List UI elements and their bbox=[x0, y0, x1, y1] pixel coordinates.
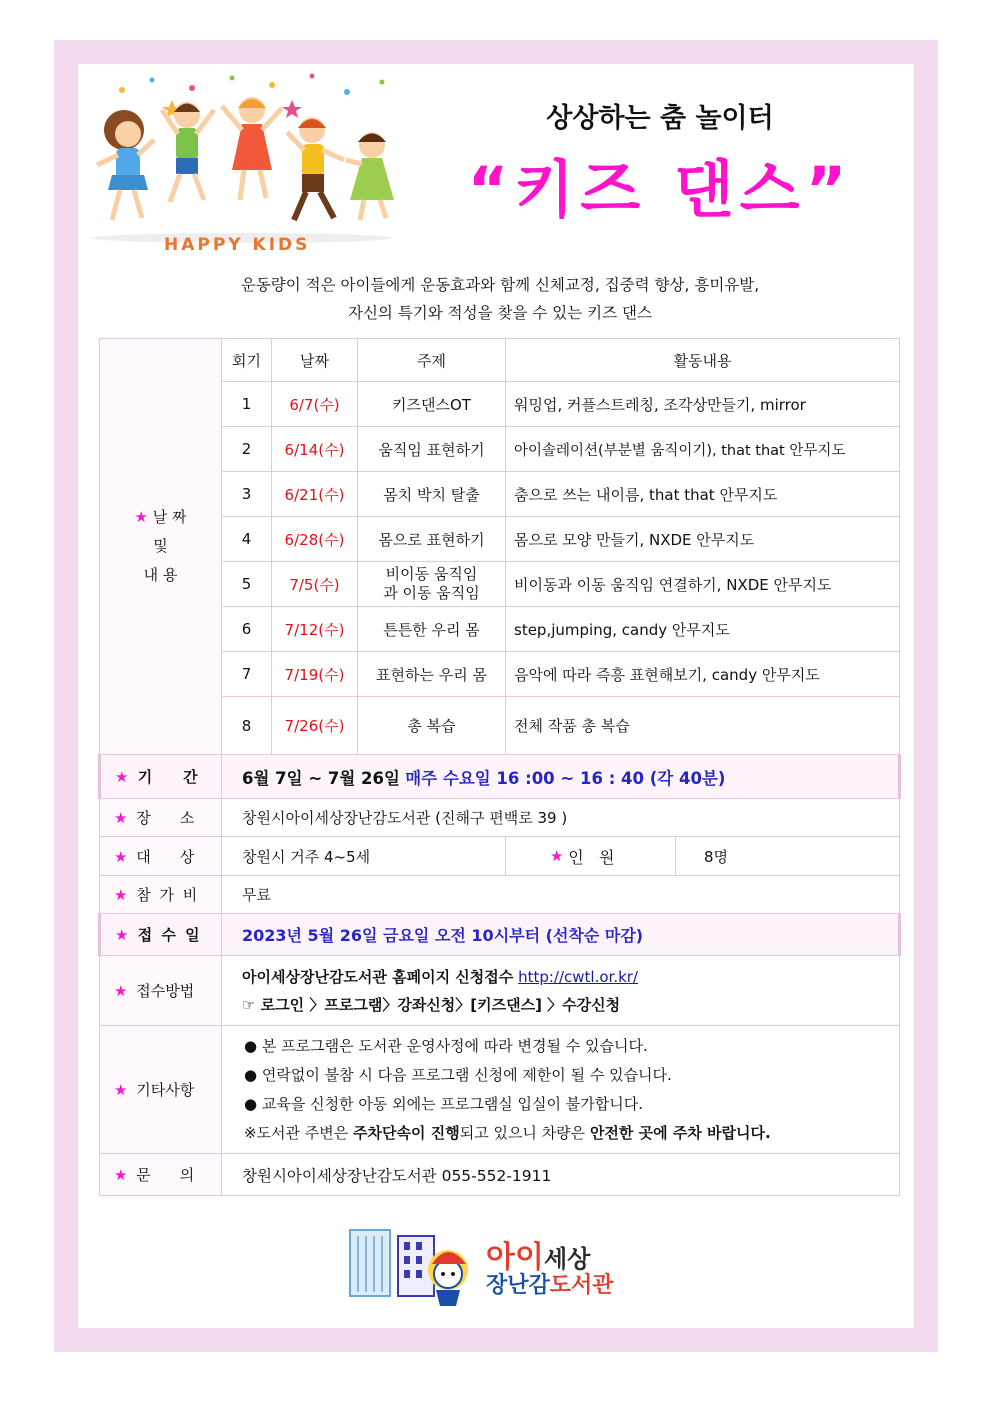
round-cell: 5 bbox=[222, 562, 272, 607]
period-time: 매주 수요일 16 :00 ~ 16 : 40 (각 40분) bbox=[405, 768, 726, 788]
topic-cell: 몸치 박치 탈출 bbox=[358, 472, 506, 517]
header-date: 날짜 bbox=[272, 339, 358, 382]
etc-value bbox=[222, 1026, 900, 1154]
logo-text-doseogwan: 도서관 bbox=[549, 1273, 614, 1298]
target-row bbox=[100, 837, 900, 876]
happy-kids-illustration bbox=[82, 70, 402, 255]
section-label-line-2: 및 bbox=[153, 537, 168, 555]
homepage-link[interactable]: http://cwtl.or.kr/ bbox=[518, 967, 638, 986]
activity-cell: 비이동과 이동 움직임 연결하기, NXDE 안무지도 bbox=[506, 562, 900, 607]
program-title: “키즈 댄스” bbox=[467, 153, 853, 226]
fee-value: 무료 bbox=[222, 876, 900, 914]
library-logo-name-line-2 bbox=[486, 1268, 614, 1299]
reception-value: 2023년 5월 26일 금요일 오전 10시부터 (선착순 마감) bbox=[222, 914, 900, 956]
round-cell: 1 bbox=[222, 382, 272, 427]
date-cell: 6/21(수) bbox=[272, 472, 358, 517]
round-cell: 2 bbox=[222, 427, 272, 472]
parking-notice bbox=[244, 1119, 891, 1148]
date-cell: 7/12(수) bbox=[272, 607, 358, 652]
etc-item-text: 본 프로그램은 도서관 운영사정에 따라 변경될 수 있습니다. bbox=[261, 1036, 648, 1055]
schedule-header-row bbox=[100, 339, 900, 382]
date-cell: 7/19(수) bbox=[272, 652, 358, 697]
etc-item bbox=[244, 1032, 891, 1061]
date-cell: 6/7(수) bbox=[272, 382, 358, 427]
contact-label-text: 문 의 bbox=[136, 1166, 197, 1184]
section-label-line-1: 날 짜 bbox=[152, 508, 187, 526]
program-table bbox=[98, 338, 901, 1196]
logo-text-sesang: 세상 bbox=[543, 1245, 591, 1273]
star-icon: ★ bbox=[115, 768, 131, 786]
program-subtitle: 상상하는 춤 놀이터 bbox=[546, 103, 774, 134]
etc-label-text: 기타사항 bbox=[136, 1081, 195, 1099]
header-topic: 주제 bbox=[358, 339, 506, 382]
capacity-label-text: 인 원 bbox=[568, 847, 615, 867]
activity-cell: 아이솔레이션(부분별 움직이기), that that 안무지도 bbox=[506, 427, 900, 472]
method-value bbox=[222, 956, 900, 1026]
etc-item bbox=[244, 1090, 891, 1119]
fee-row bbox=[100, 876, 900, 914]
topic-cell: 총 복습 bbox=[358, 697, 506, 755]
activity-cell: 워밍업, 커플스트레칭, 조각상만들기, mirror bbox=[506, 382, 900, 427]
contact-value: 창원시아이세상장난감도서관 055-552-1911 bbox=[222, 1154, 900, 1196]
star-icon: ★ bbox=[134, 508, 148, 526]
place-label bbox=[100, 799, 222, 837]
topic-cell: 몸으로 표현하기 bbox=[358, 517, 506, 562]
etc-item bbox=[244, 1061, 891, 1090]
activity-cell: 춤으로 쓰는 내이름, that that 안무지도 bbox=[506, 472, 900, 517]
etc-item-text: 연락없이 불참 시 다음 프로그램 신청에 제한이 될 수 있습니다. bbox=[261, 1065, 672, 1084]
etc-item-text: 교육을 신청한 아동 외에는 프로그램실 입실이 불가합니다. bbox=[261, 1094, 644, 1113]
date-cell: 6/28(수) bbox=[272, 517, 358, 562]
kid-figure-2 bbox=[162, 102, 214, 202]
activity-cell: 전체 작품 총 복습 bbox=[506, 697, 900, 755]
star-icon: ★ bbox=[114, 886, 130, 904]
method-line-1: 아이세상장난감도서관 홈페이지 신청접수 bbox=[242, 967, 514, 986]
activity-cell: 몸으로 모양 만들기, NXDE 안무지도 bbox=[506, 517, 900, 562]
method-row bbox=[100, 956, 900, 1026]
topic-cell: 튼튼한 우리 몸 bbox=[358, 607, 506, 652]
fee-label-text: 참 가 비 bbox=[136, 886, 200, 904]
method-label bbox=[100, 956, 222, 1026]
round-cell: 6 bbox=[222, 607, 272, 652]
header-round: 회기 bbox=[222, 339, 272, 382]
star-icon: ★ bbox=[114, 982, 130, 1000]
bullet-icon: ● bbox=[244, 1036, 258, 1055]
topic-cell: 움직임 표현하기 bbox=[358, 427, 506, 472]
star-icon: ★ bbox=[114, 1081, 130, 1099]
contact-row bbox=[100, 1154, 900, 1196]
topic-cell: 비이동 움직임과 이동 움직임 bbox=[358, 562, 506, 607]
parking-text-c: 되고 있으니 차량은 bbox=[459, 1123, 590, 1142]
kid-figure-4 bbox=[287, 117, 344, 220]
parking-text-d: 안전한 곳에 주차 바랍니다. bbox=[589, 1123, 771, 1142]
topic-cell: 표현하는 우리 몸 bbox=[358, 652, 506, 697]
target-label-text: 대 상 bbox=[136, 847, 197, 866]
star-icon: ★ bbox=[114, 847, 130, 866]
target-label bbox=[100, 837, 222, 876]
capacity-value: 8명 bbox=[704, 847, 729, 866]
date-cell: 7/26(수) bbox=[272, 697, 358, 755]
happy-kids-label: HAPPY KIDS bbox=[164, 235, 311, 255]
period-label bbox=[100, 755, 222, 799]
capacity-label bbox=[506, 837, 676, 875]
star-icon: ★ bbox=[114, 809, 130, 827]
star-icon: ★ bbox=[115, 926, 131, 944]
place-value: 창원시아이세상장난감도서관 (진해구 편백로 39 ) bbox=[222, 799, 900, 837]
kid-figure-3 bbox=[222, 97, 282, 200]
period-value bbox=[222, 755, 900, 799]
target-value: 창원시 거주 4~5세 bbox=[222, 837, 506, 876]
logo-text-jangnangam: 장난감 bbox=[486, 1273, 550, 1298]
method-label-text: 접수방법 bbox=[136, 982, 195, 1000]
star-icon: ★ bbox=[114, 1166, 130, 1184]
contact-label bbox=[100, 1154, 222, 1196]
period-row bbox=[100, 755, 900, 799]
activity-cell: 음악에 따라 즉흥 표현해보기, candy 안무지도 bbox=[506, 652, 900, 697]
date-cell: 7/5(수) bbox=[272, 562, 358, 607]
method-line-2: ☞ 로그인 〉프로그램〉강좌신청〉[키즈댄스] 〉수강신청 bbox=[242, 995, 621, 1014]
parking-text-b: 주차단속이 진행 bbox=[353, 1123, 460, 1142]
place-row bbox=[100, 799, 900, 837]
round-cell: 3 bbox=[222, 472, 272, 517]
kid-figure-5 bbox=[346, 132, 394, 220]
place-label-text: 장 소 bbox=[136, 809, 197, 827]
capacity-cell bbox=[506, 837, 900, 876]
round-cell: 7 bbox=[222, 652, 272, 697]
round-cell: 8 bbox=[222, 697, 272, 755]
schedule-section-label bbox=[100, 339, 222, 755]
reception-label-text: 접 수 일 bbox=[137, 926, 202, 944]
intro-line-2: 자신의 특기와 적성을 찾을 수 있는 키즈 댄스 bbox=[347, 304, 652, 322]
logo-text-ai: 아이 bbox=[486, 1240, 544, 1275]
bullet-icon: ● bbox=[244, 1065, 258, 1084]
etc-row bbox=[100, 1026, 900, 1154]
fee-label bbox=[100, 876, 222, 914]
star-icon: ★ bbox=[550, 847, 564, 865]
bullet-icon: ● bbox=[244, 1094, 258, 1113]
section-label-line-3: 내 용 bbox=[143, 566, 178, 584]
header-activity: 활동내용 bbox=[506, 339, 900, 382]
period-dates: 6월 7일 ~ 7월 26일 bbox=[242, 768, 400, 788]
topic-cell: 키즈댄스OT bbox=[358, 382, 506, 427]
date-cell: 6/14(수) bbox=[272, 427, 358, 472]
round-cell: 4 bbox=[222, 517, 272, 562]
period-label-text: 기 간 bbox=[137, 768, 200, 786]
etc-label bbox=[100, 1026, 222, 1154]
parking-text-a: ※도서관 주변은 bbox=[244, 1123, 354, 1142]
reception-row bbox=[100, 914, 900, 956]
intro-line-1: 운동량이 적은 아이들에게 운동효과와 함께 신체교정, 집중력 향상, 흥미유발, bbox=[240, 276, 760, 294]
library-logo-icon bbox=[346, 1226, 486, 1310]
kid-figure-1 bbox=[97, 110, 154, 220]
activity-cell: step,jumping, candy 안무지도 bbox=[506, 607, 900, 652]
reception-label bbox=[100, 914, 222, 956]
